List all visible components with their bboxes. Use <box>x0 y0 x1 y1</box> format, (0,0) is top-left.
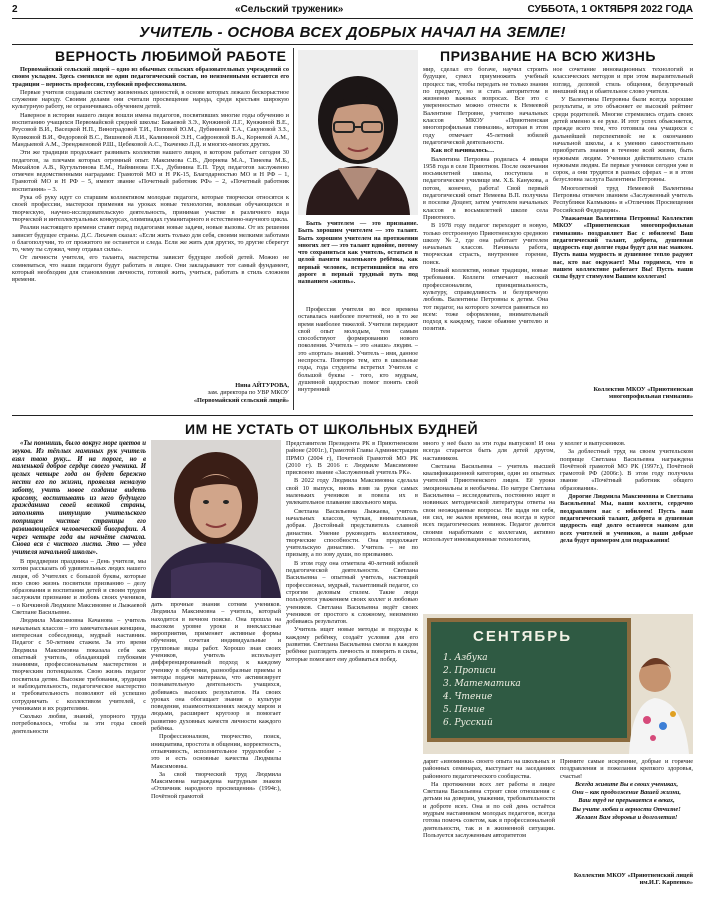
signature-org: «Первомайский сельский лицей» <box>193 396 289 404</box>
article3-paragraph: В 2022 году Людмила Максимовна сделала свой 10 выпуск, вновь взяв за руки самых маленьких учеников и повела их в увлекательное плавание школьного мира. <box>286 477 418 507</box>
article3-signature: Коллектив МКОУ «Приютненский лицей им.И.Г. Карпенко» <box>573 872 693 887</box>
article3-paragraph: Представителя Президента РК в Приютненском районе (2001г.), Грамотой Главы Администрации ПРМО (2004 г), Почетной Грамотой МО РК (2010 г). В 2016 г. Людмиле Максимовне присвоено звание «Заслуженный учитель РК». <box>286 440 418 477</box>
article3-paragraph: Светлана Васильевна – учитель высшей квалификационной категории, один из опытных учителей Приютненского лицея. Её уроки эмоциональны и необычны. По натуре Светлана Васильевна – исследователь, постоянно ищет в новинках методической литературы ответы на свои неожиданные вопросы. Не щадя ни себя, ни сил, не жалея времени, она всегда в курсе всех педагогических новинок. Педагог делится своими наработками с коллегами, активно использует инновационные технологии, <box>423 462 555 543</box>
article3-col3 <box>286 440 418 903</box>
mid1-body-a <box>298 306 418 412</box>
column-rule <box>293 48 294 410</box>
poem-line: Они – как продолжение Вашей жизни, <box>572 789 681 797</box>
article1-paragraph: Наверное в истории нашего лицея вошли имена педагогов, посвятивших многие годы обучению и воспитанию учащихся Первомайской средней школы: Бакаевой З.Э., Кунжиной Л.Г., Кунжиной В.Е., Реусовой В.И., Васецкой Н.П., Виноградовой Т.И., Поповой Ю.М., Дубининой Т.А., Сакуновой З.З., Куликовой В.И., Федоровой В.С., Вишневой Л.И., Калининой Э.Н., Сафроновой В.А., Корневой А.М., Мандыевой А.М., Эрендженовой Р.Ш., Цебековой А.С., Ткаченко Л.Д. и многих-многих других. <box>12 111 289 148</box>
article3-paragraph: В этом году она отметила 40-летний юбилей педагогической деятельности. Светлана Васильевна – опытный учитель, настоящий профессионал, мудрый, талантливый педагог, со строгим деловым стилем. Такие люди пользуются уважением своих коллег и любовью учеников. Светлана Васильевна ведёт своих учеников от простого к сложному, неизменно добиваясь результатов. <box>286 559 418 626</box>
section-rule <box>12 415 693 416</box>
article3-col1 <box>12 440 146 903</box>
article3-paragraph: За свой творческий труд Людмила Максимовна награждена нагрудным знаком «Отличник народного просвещения» (1994г.), Почётной грамотой <box>151 770 281 800</box>
blackboard-line: 5. Пение <box>443 705 485 715</box>
article2-greeting: Уважаемая Валентина Петровна! Коллектив МКОУ «Приютненская многопрофильная гимназия» поздравляет Вас с юбилеем! Ваш педагогический талант, доброта, душевная щедрость еще долгие годы будут для нас маяком. Пусть ваша мудрость и душевное тепло радуют вас, кто вас окружает! Мы гордимся, что в нашем коллективе работает Вы! Пусть ваши силы будут стимулом Вашим коллегам! <box>553 214 693 281</box>
banner-rule <box>12 44 693 45</box>
blackboard-line: 4. Чтение <box>443 692 493 702</box>
page-header <box>12 4 693 18</box>
article2-body <box>553 66 693 384</box>
article3-greeting: Дорогие Людмила Максимовна и Светлана Васильевна! Мы, ваши коллеги, сердечно поздравляем вас с юбилеем! Пусть ваш педагогический талант, доброта и душевная щедрость ещё долго остаются маяком для всех учителей и учеников, а ваши добрые дела будут примером для подражания! <box>560 493 693 544</box>
blackboard-line: 6. Русский <box>443 718 493 728</box>
blackboard-line: 2. Прописи <box>443 666 496 676</box>
blackboard-lines <box>443 652 521 730</box>
article1-lead: Первомайский сельский лицей – одно из обычных сельских образовательных учреждений со своим укладом. Здесь сменился не один педагогический состав, но неизменными остаются его традиции – верность профессии, глубокий профессионализм. <box>12 66 289 88</box>
mid1-paragraph: Новый коллектив, новые традиции, новые требования. Коллеги отмечают высокий профессионализм, принципиальность, культуру, справедливость и безупречную любовь. Валентины Петровны к детям. Она тот педагог, на которого хочется равняться во всем: тоже оформление, внимательный подход к каждому, такое обаяние учителю и позитив. <box>423 267 548 333</box>
mid1-paragraph: мир, сделал его богаче, научил строить будущее, сумел приумножить учебный процесс так, чтобы передать не только знания по предмету, но и стать авторитетом в жизненно важных вопросах. Все это с уверенностью можно отнести к Немеевой Валентине Петровне, учителю начальных классов МКОУ «Приютненская многопрофильная гимназия», которая в этом году отмечает 45-летний юбилей педагогической деятельности. <box>423 66 548 146</box>
teacher-portrait-photo-2 <box>151 440 281 598</box>
article3-paragraph: Учитель ищет новые методы и подходы к каждому ребёнку, создаёт условия для его развития. Светлана Васильевна смогла в каждом ребёнке разглядеть личность и поверить в силы, которые помогают ему добиваться побед. <box>286 626 418 663</box>
article2-signature: Коллектив МКОУ «Приютненская многопрофильная гимназия» <box>593 386 693 401</box>
newspaper-name: «Сельский труженик» <box>235 4 344 15</box>
article1-paragraph: От личности учителя, его таланта, мастерства зависит будущее любой детей. Можно не сомневаться, что наши педагоги будут работать в лицее. Они закладывают тот самый фундамент, который необходим для становления личности, готовой жить, учиться, работать в стиль сложном времени. <box>12 254 289 284</box>
article3-paragraph: В преддверии праздника – День учителя, мы хотим рассказать об удивительных людях нашего лицея, об Учителях с большой буквы, которые всю свою жизнь посвятили призванию – делу образования и воспитания детей и своим трудом заслужили признание и любовь своих учеников, – о Кичкиной Людмиле Максимовне и Лыжаевой Светлане Васильевне. <box>12 557 146 617</box>
article3-paragraph: Светлана Васильевна Лыжаева, учитель начальных классов, чуткая, внимательная, добрая. Достойный представитель славной династии. Умение руководить коллективом, творческие способности. Она продолжает учительскую династию. Учитель – не по призыву, а по зову души, по призванию. <box>286 507 418 559</box>
article3-paragraph: Профессионализм, творчество, поиск, инициатива, простота в общении, корректность, отзывчивость, исполнительное трудолюбие - это и есть основные качества Людмилы Максимовны. <box>151 733 281 770</box>
quote-text: Быть учителем — это призвание. Быть хорошим учителем — это талант. Быть хорошим учителем на протяжении многих лет — это талант вдвойне, потому что сохраниться как учитель, остаться в целой памяти маленького ребёнка, как первый человек, встретившийся на его дороге в первый трудный путь под названием «жизнь». <box>298 220 418 286</box>
article3-paragraph: дарит «изюминки» своего опыта на школьных и районных семинарах, выступает на заседаниях районного педагогического сообщества. <box>423 758 555 780</box>
blackboard-line: 3. Математика <box>443 679 521 689</box>
article3-paragraph: За доблестный труд на своем учительском поприще Светлана Васильевна награждена Почётной грамотой МО РК (1997г.), Почётной грамотой РФ (2006г.). В этом году получила звание «Почётный работник общего образования». <box>560 448 693 492</box>
article1-signature <box>12 382 289 404</box>
article2-title: ПРИЗВАНИЕ НА ВСЮ ЖИЗНЬ <box>440 48 656 64</box>
article3-paragraph: Примите самые искренние, добрые и горячие поздравления и пожелания крепкого здоровья, счастья! <box>560 758 693 780</box>
article3-col5b <box>560 758 693 868</box>
article3-paragraph: много у неё было за эти годы выпусков! И она всегда старается быть для детей другом, наставником. <box>423 440 555 462</box>
article3-paragraph: дать прочные знания сотням учеников. Людмила Максимовна – учитель, который находится в вечном поиске. Она прошла на высоком уровне уроки и внеклассные мероприятия, применяет активные формы обучения, сочетая индивидуальные и групповые виды работ. Хорошо зная своих учеников, учитель использует дифференцированный подход к каждому ученику в обучении, разнообразные приемы и методы подачи материала, что активизирует познавательную деятельность учащихся, добиваясь высоких результатов. На своих уроках она обогащает знания о культуре поведения, взаимоотношениях между миром и людьми, расширяет кругозор и помогает развитию духовных качеств личности каждого ребёнка. <box>151 601 281 733</box>
article2-paragraph: ное сочетание инновационных технологий и классических методов и при этом выразительный взгляд, деловой стиль общения, безупречный внешний вид и обаятельное слово учителя. <box>553 66 693 95</box>
page-number: 2 <box>12 4 18 15</box>
article1-paragraph: Эти же традиции продолжает развивать коллектив нашего лицея, в котором работает сегодня 30 педагогов, за плечами которых огромный опыт. Максимова С.В., Дюрнева М.А., Тинеева М.Б., Михайлов А.В., Кугультинова Е.М., Найминова Г.Х., Дубинина Е.П. Труд педагогов заслуженно отмечен ведомственными наградами: Грамотой МО и Н РК-15, Благодарностью МО и Н РФ – 1, Грамотой МО и Н РФ – 5, имеют звание «Почетный работник РФ» – 2, «Почетный работник воспитания» – 3. <box>12 149 289 193</box>
article3-col4a <box>423 440 555 612</box>
article2-paragraph: У Валентины Петровны были всегда хорошие результаты, и это объясняет ее высокий рейтинг среди родителей. Многие стремились отдать своих детей именно к ее руке. И этот успех объясняется, прежде всего тем, что готовила она учащихся с дальнейшей перспективой: не к окончанию начальной школы, а к умению самостоятельно приобретать знания в течение всей жизни, быть нужными людям. Ученики действительно стали нужными людям. Ее первые ученики сегодня уже в сорок, а они трудятся в разных сферах – и в этом безусловна заслуга Валентины Петровны. <box>553 96 693 184</box>
signature-name: Нина АЙТУРОВА, <box>235 382 289 389</box>
article3-paragraph: у коллег и выпускников. <box>560 440 626 447</box>
article3-intro: «Ты помнишь, было вокруг море цветов и звуков. Из тёплых маминых рук учитель взял твою руку... И на пороге, но в маленькой доброе сердце своего ученика. И целых четыре года он будет бережно нести его по жизни, проявляя немалую заботу, учить новое создание видеть красоту, воспитывать из него будущего гражданина своей великой страны, заполнять интуицию учительского поприщем чистые страницы его развивающейся человеческой биографии. А через четыре года вы начнёте сначала. Снова вся с чистого листа. Это — удел учителя начальной школы». <box>12 440 146 557</box>
mid1-body-b <box>423 66 548 412</box>
quote-calling <box>298 220 418 305</box>
classroom-photo <box>423 614 693 754</box>
mid1-paragraph: В 1978 году педагог переходит в новую, только отстроенную Приютненскую среднюю школу №2, где она работает учителем начальных классов. Начинала работа, творческая страсть, внутреннее горение, поиск. <box>423 222 548 266</box>
article3-title: ИМ НЕ УСТАТЬ ОТ ШКОЛЬНЫХ БУДНЕЙ <box>185 421 479 437</box>
article3-col5a <box>560 440 693 612</box>
article1-paragraph: Реалии настоящего времени ставят перед педагогами новые задачи, новые вызовы. От их решения зависит будущее страны. Д.С. Лихачев сказал: «Если жить только для себя, своими мелкими заботами о благополучии, то от прожитого не останется и следа. Если же жить для других, то другие сберегут то, чему ты служил, чему отдавал силы». <box>12 224 289 254</box>
mid1-paragraph: Валентина Петровна родилась 4 января 1958 года в селе Приютном. После окончания восьмилетней школы, поступила в педагогическое училище им. Х.Б. Канукова, а потом, конечно, работа! Свой первый педагогический опыт Немеева В.П. получила в поселке Доцент, затем учителем начальных классов в восьмилетней школе села Приютного. <box>423 155 548 221</box>
mid1-subtitle: Как всё начиналось… <box>431 147 495 155</box>
article2-paragraph: Многолетний труд Немеевой Валентины Петровны отмечен званием «Заслуженный учитель Республики Калмыкия» и «Отличник Просвещения Российской Федерации». <box>553 184 693 214</box>
poem-line: Вы учите любви и верности Отчизне! <box>572 805 681 813</box>
teacher-portrait-photo <box>298 50 418 215</box>
article1-paragraph: Рука об руку идут со старшим коллективом молодые педагоги, которые творчески относятся к своей профессии, мастерски применяя на уроках новые технологии, вовлекая обучающихся в творческую, научно-исследовательскую деятельность, принимая участие в различного вида творческой и интеллектуальных конкурсах, олимпиадах гуманитарного и естественно-научного цикла. <box>12 194 289 223</box>
signature-role: зам. директора по УВР МКОУ <box>207 389 289 397</box>
blackboard-title: СЕНТЯБРЬ <box>473 628 572 645</box>
blackboard-line: 1. Азбука <box>443 653 488 663</box>
article1-body <box>12 66 289 378</box>
article3-col2 <box>151 601 281 903</box>
article3-paragraph: Сколько любви, знаний, упорного труда потребовалось, чтобы за эти годы своей деятельности <box>12 713 146 735</box>
poem-line: Всегда живите Вы в своих учениках, <box>574 780 679 788</box>
mid1-paragraph: Профессия учителя во все времена оставалась наиболее почетной, но в то же время наиболее тяжелой. Учителя передают свой опыт молодым, тем самым способствуют формированию нового поколения. Учитель – это «наше» людям. – это «портал» знаний. Учитель – имя, данное неспроста. Повторю тем, кто в школьные годы, года студенты встретил Учителя с большой буквы - того, кто мудрым, душевной щедростью помог понять свой внутренний <box>298 306 418 394</box>
page-banner: УЧИТЕЛЬ - ОСНОВА ВСЕХ ДОБРЫХ НАЧАЛ НА ЗЕМЛЕ! <box>139 24 566 41</box>
article3-col4b <box>423 758 555 903</box>
header-rule <box>12 18 693 19</box>
poem-line: Ваш труд не прерывается в веках, <box>578 797 675 805</box>
article1-paragraph: Первые учителя создавали систему жизненных ценностей, в основе которых лежало бескорыстное служение народу. Своими делами они считали просвещение народа, среди крестьян широкую культурную работу, не ограничиваясь обучением детей. <box>12 88 289 111</box>
article1-title: ВЕРНОСТЬ ЛЮБИМОЙ РАБОТЕ <box>55 48 287 64</box>
article3-paragraph: На протяжении всех лет работы в лицее Светлана Васильевна строит свои отношения с детьми на доверии, уважении, требовательности и доброте всех. Она и по сей день остаётся мудрым наставником молодых педагогов, всегда готова помочь советом, как в профессиональной деятельности, так и в жизненной ситуации. Пользуется заслуженным авторитетом <box>423 780 555 839</box>
article3-paragraph: Людмила Максимовна Качанова – учитель начальных классов – это замечательная женщина, интересная собеседница, мудрый наставник. Педагог с 50-летним стажем. За это время Людмила Максимовна показала себя как опытный учитель, обладающий глубокими знаниями, профессиональным мастерством и творческим потенциалом. Свою жизнь педагог посвятила детям. Высокие требования, эрудиция и наблюдательность, педагогическое мастерство и требовательность позволяют ей успешно сотрудничать с коллективом учителей, с учениками и их родителями. <box>12 617 146 712</box>
poem-line: Желаем Вам здоровья и долголетия! <box>575 814 678 822</box>
issue-date: СУББОТА, 1 ОКТЯБРЯ 2022 ГОДА <box>527 4 693 15</box>
